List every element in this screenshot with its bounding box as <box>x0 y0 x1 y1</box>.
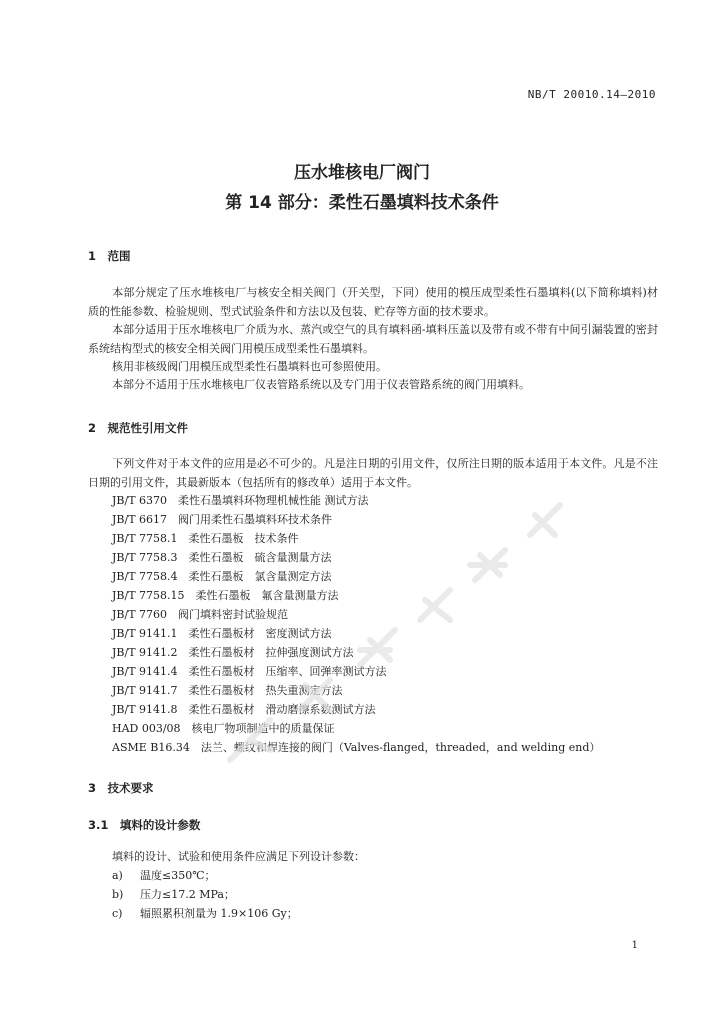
section-1-heading: 1 范围 <box>88 249 131 263</box>
reference-item: HAD 003/08 核电厂物项制造中的质量保证 <box>112 722 335 735</box>
reference-item: JB/T 7758.1 柔性石墨板 技术条件 <box>112 532 299 545</box>
section-3-1-intro: 填料的设计、试验和使用条件应满足下列设计参数： <box>112 850 365 863</box>
section-1-paragraph-1: 本部分规定了压水堆核电厂与核安全相关阀门（开关型，下同）使用的模压成型柔性石墨填料(以下简称填料)材质的性能参数、检验规则、型式试验条件和方法以及包装、贮存等方面的技术要求。 <box>88 286 658 318</box>
reference-item: JB/T 6617 阀门用柔性石墨填料环技术条件 <box>112 513 333 526</box>
list-item-marker: c) <box>112 907 123 920</box>
list-item-text: 辐照累积剂量为 1.9×106 Gy； <box>140 907 298 920</box>
reference-item: JB/T 9141.8 柔性石墨板材 滑动磨擦系数测试方法 <box>112 703 376 716</box>
list-item-text: 压力≤17.2 MPa； <box>140 888 235 901</box>
standard-code: NB/T 20010.14—2010 <box>527 88 656 101</box>
section-2-heading: 2 规范性引用文件 <box>88 421 189 435</box>
page-number: 1 <box>631 940 638 951</box>
reference-item: JB/T 9141.1 柔性石墨板材 密度测试方法 <box>112 627 332 640</box>
section-1-paragraph-3: 核用非核级阀门用模压成型柔性石墨填料也可参照使用。 <box>112 360 387 373</box>
reference-item: JB/T 9141.7 柔性石墨板材 热失重测定方法 <box>112 684 343 697</box>
reference-item: JB/T 9141.2 柔性石墨板材 拉伸强度测试方法 <box>112 646 354 659</box>
reference-item: JB/T 7760 阀门填料密封试验规范 <box>112 608 289 621</box>
section-3-1-heading: 3.1 填料的设计参数 <box>88 818 201 832</box>
document-subtitle: 第 14 部分：柔性石墨填料技术条件 <box>225 193 499 213</box>
list-item-marker: b) <box>112 888 124 901</box>
section-2-intro: 下列文件对于本文件的应用是必不可少的。凡是注日期的引用文件，仅所注日期的版本适用于本文件。凡是不注日期的引用文件，其最新版本（包括所有的修改单）适用于本文件。 <box>88 457 658 489</box>
section-1-paragraph-2: 本部分适用于压水堆核电厂介质为水、蒸汽或空气的具有填料函-填料压盖以及带有或不带有中间引漏装置的密封系统结构型式的核安全相关阀门用模压成型柔性石墨填料。 <box>88 323 658 355</box>
reference-item: JB/T 7758.4 柔性石墨板 氯含量测定方法 <box>112 570 332 583</box>
list-item <box>112 886 235 902</box>
reference-item: JB/T 6370 柔性石墨填料环物理机械性能 测试方法 <box>112 494 369 507</box>
reference-item: JB/T 7758.15 柔性石墨板 氟含量测量方法 <box>112 589 339 602</box>
document-title: 压水堆核电厂阀门 <box>294 163 430 183</box>
section-1-paragraph-4: 本部分不适用于压水堆核电厂仪表管路系统以及专门用于仪表管路系统的阀门用填料。 <box>112 378 530 391</box>
reference-item: JB/T 9141.4 柔性石墨板材 压缩率、回弹率测试方法 <box>112 665 387 678</box>
list-item-text: 温度≤350℃； <box>140 869 216 882</box>
section-3-heading: 3 技术要求 <box>88 781 154 795</box>
list-item-marker: a) <box>112 869 123 882</box>
list-item <box>112 867 216 883</box>
reference-item: JB/T 7758.3 柔性石墨板 硫含量测量方法 <box>112 551 332 564</box>
list-item <box>112 905 298 921</box>
reference-item: ASME B16.34 法兰、螺纹和焊连接的阀门（Valves-flanged，threaded，and welding end） <box>112 741 601 754</box>
